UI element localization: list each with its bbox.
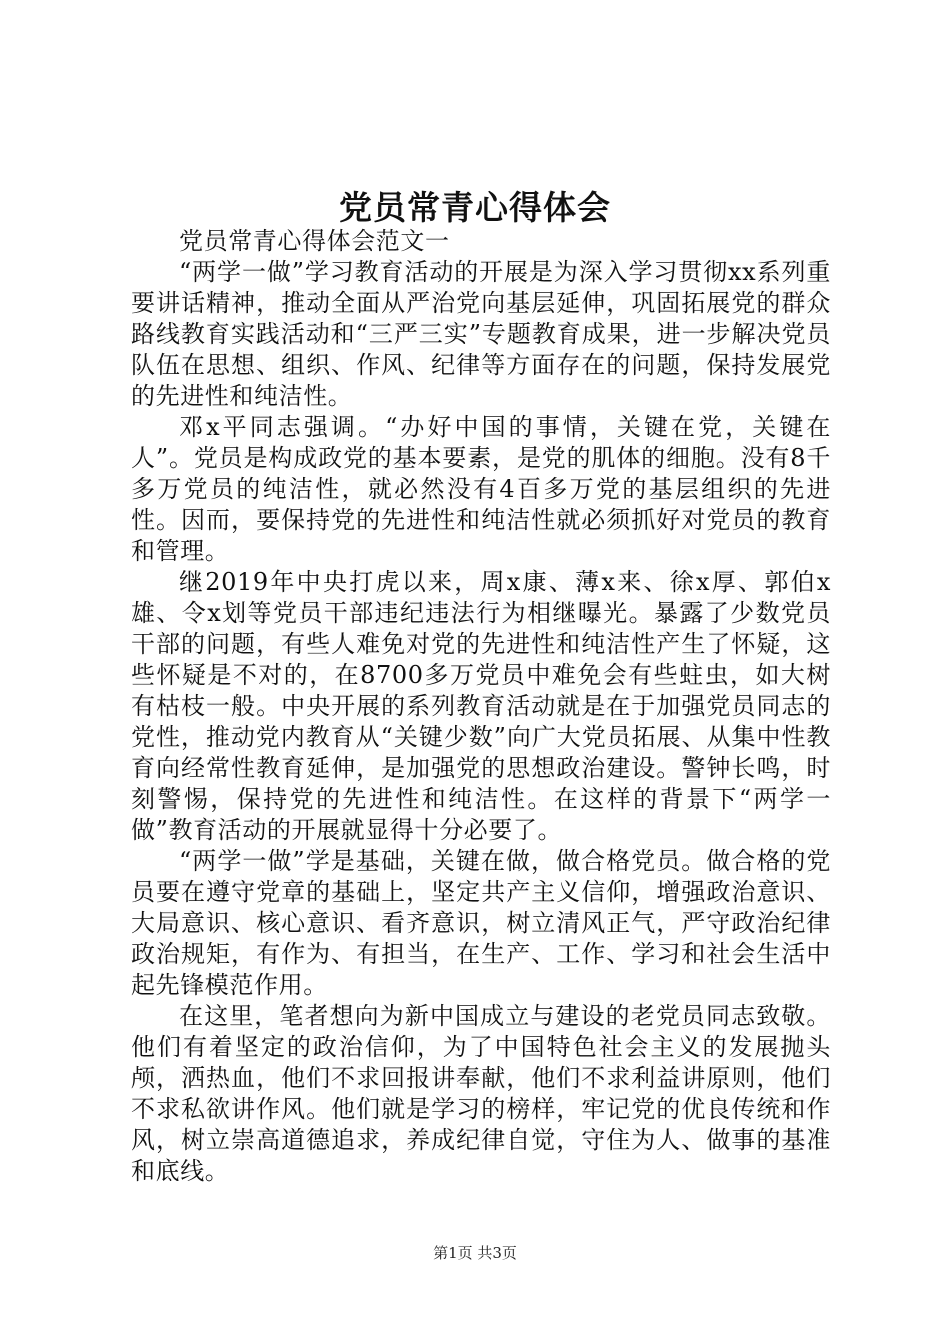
paragraph: 邓x平同志强调。“办好中国的事情，关键在党，关键在人”。党员是构成政党的基本要素，是党的肌体的细胞。没有8千多万党员的纯洁性，就必然没有4百多万党的基层组织的先进性。因而，要保持党的先进性和纯洁性就必须抓好对党员的教育和管理。 bbox=[131, 413, 831, 565]
document-body bbox=[131, 226, 831, 1187]
paragraph: 继2019年中央打虎以来，周x康、薄x来、徐x厚、郭伯x雄、令x划等党员干部违纪违法行为相继曝光。暴露了少数党员干部的问题，有些人难免对党的先进性和纯洁性产生了怀疑，这些怀疑是不对的，在8700多万党员中难免会有些蛀虫，如大树有枯枝一般。中央开展的系列教育活动就是在于加强党员同志的党性，推动党内教育从“关键少数”向广大党员拓展、从集中性教育向经常性教育延伸，是加强党的思想政治建设。警钟长鸣，时刻警惕，保持党的先进性和纯洁性。在这样的背景下“两学一做”教育活动的开展就显得十分必要了。 bbox=[131, 568, 831, 844]
paragraph: “两学一做”学习教育活动的开展是为深入学习贯彻xx系列重要讲话精神，推动全面从严治党向基层延伸，巩固拓展党的群众路线教育实践活动和“三严三实”专题教育成果，进一步解决党员队伍在思想、组织、作风、纪律等方面存在的问题，保持发展党的先进性和纯洁性。 bbox=[131, 258, 831, 410]
document-title: 党员常青心得体会 bbox=[339, 188, 611, 227]
paragraph: “两学一做”学是基础，关键在做，做合格党员。做合格的党员要在遵守党章的基础上，坚定共产主义信仰，增强政治意识、大局意识、核心意识、看齐意识，树立清风正气，严守政治纪律政治规矩，有作为、有担当，在生产、工作、学习和社会生活中起先锋模范作用。 bbox=[131, 847, 831, 999]
paragraph-subtitle: 党员常青心得体会范文一 bbox=[179, 227, 450, 255]
paragraph: 在这里，笔者想向为新中国成立与建设的老党员同志致敬。他们有着坚定的政治信仰，为了中国特色社会主义的发展抛头颅，洒热血，他们不求回报讲奉献，他们不求利益讲原则，他们不求私欲讲作风。他们就是学习的榜样，牢记党的优良传统和作风，树立崇高道德追求，养成纪律自觉，守住为人、做事的基准和底线。 bbox=[131, 1002, 831, 1185]
page-number-footer: 第1页 共3页 bbox=[433, 1244, 517, 1262]
